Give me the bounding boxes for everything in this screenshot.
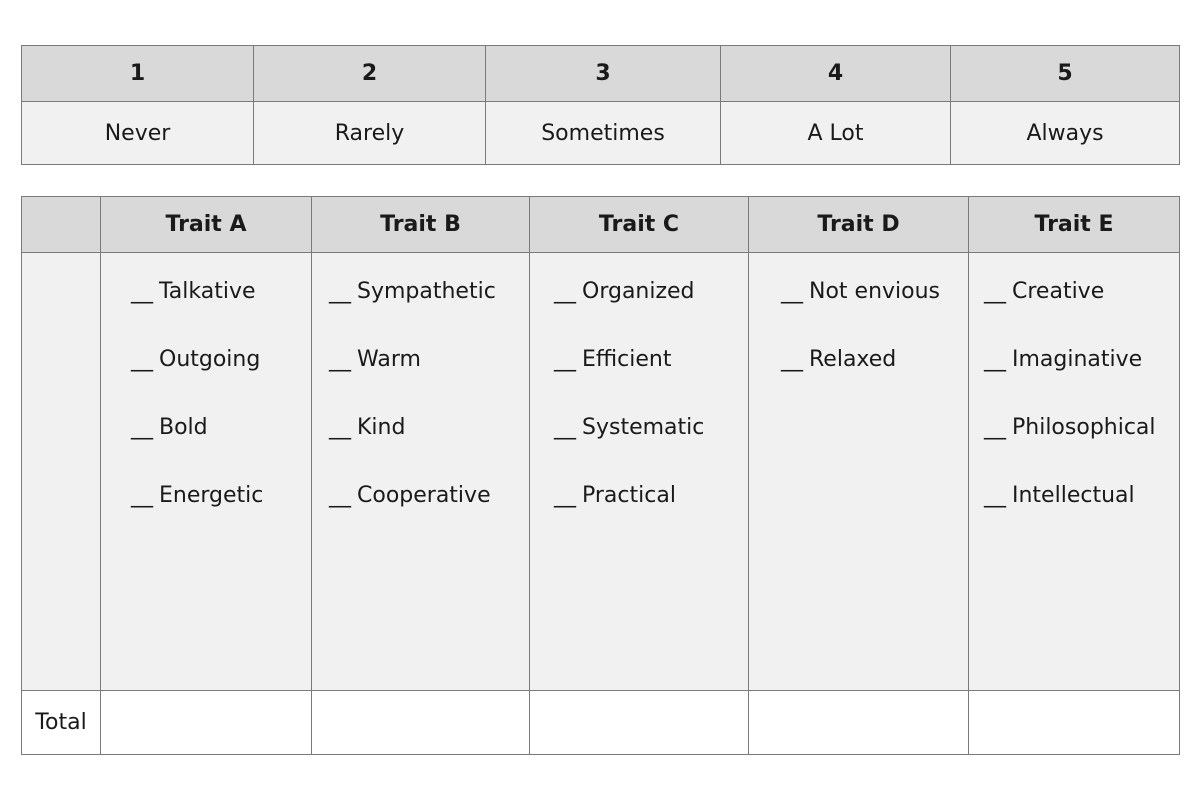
- trait-item: [329, 277, 529, 345]
- trait-item-label: Organized: [582, 279, 695, 304]
- scale-label: Sometimes: [486, 102, 721, 165]
- rating-blank[interactable]: __: [984, 347, 1006, 372]
- trait-item-label: Imaginative: [1012, 347, 1143, 372]
- rating-blank[interactable]: __: [984, 415, 1006, 440]
- trait-item: [554, 413, 748, 481]
- trait-item: [984, 481, 1179, 549]
- scale-label: Always: [951, 102, 1180, 165]
- scale-number: 2: [254, 46, 486, 102]
- rating-blank[interactable]: __: [131, 415, 153, 440]
- trait-item: [984, 277, 1179, 345]
- rating-blank[interactable]: __: [329, 347, 351, 372]
- trait-item-label: Systematic: [582, 415, 705, 440]
- trait-item-label: Kind: [357, 415, 406, 440]
- rating-blank[interactable]: __: [554, 347, 576, 372]
- trait-item-label: Bold: [159, 415, 208, 440]
- trait-item: [131, 277, 311, 345]
- corner-cell: [22, 197, 101, 253]
- total-cell[interactable]: [969, 691, 1180, 755]
- rating-blank[interactable]: __: [131, 347, 153, 372]
- trait-item-label: Creative: [1012, 279, 1105, 304]
- rating-blank[interactable]: __: [781, 347, 803, 372]
- trait-item-list: [101, 253, 311, 549]
- trait-item-label: Efficient: [582, 347, 672, 372]
- total-cell[interactable]: [530, 691, 749, 755]
- rating-blank[interactable]: __: [329, 279, 351, 304]
- rating-scale-table: [21, 45, 1180, 165]
- trait-header: Trait A: [101, 197, 312, 253]
- scale-number: 4: [721, 46, 951, 102]
- scale-label: Never: [22, 102, 254, 165]
- trait-item: [131, 413, 311, 481]
- trait-items-cell: [749, 253, 969, 691]
- rating-blank[interactable]: __: [554, 415, 576, 440]
- rating-blank[interactable]: __: [554, 483, 576, 508]
- scale-label-row: [22, 102, 1180, 165]
- scale-number: 5: [951, 46, 1180, 102]
- trait-item: [131, 345, 311, 413]
- traits-table: [21, 196, 1180, 755]
- trait-header: Trait C: [530, 197, 749, 253]
- trait-item-label: Intellectual: [1012, 483, 1135, 508]
- row-label-cell: [22, 253, 101, 691]
- rating-blank[interactable]: __: [781, 279, 803, 304]
- trait-item-label: Not envious: [809, 279, 941, 304]
- trait-items-cell: [101, 253, 312, 691]
- scale-number-row: [22, 46, 1180, 102]
- trait-item: [131, 481, 311, 549]
- scale-number: 1: [22, 46, 254, 102]
- trait-item: [329, 345, 529, 413]
- totals-row: [22, 691, 1180, 755]
- trait-item-label: Talkative: [159, 279, 256, 304]
- trait-items-cell: [969, 253, 1180, 691]
- trait-item-list: [530, 253, 748, 549]
- trait-item-list: [969, 253, 1179, 549]
- rating-blank[interactable]: __: [329, 415, 351, 440]
- trait-item-label: Practical: [582, 483, 676, 508]
- total-label: Total: [22, 691, 101, 755]
- rating-blank[interactable]: __: [984, 279, 1006, 304]
- rating-blank[interactable]: __: [329, 483, 351, 508]
- trait-item-label: Warm: [357, 347, 421, 372]
- rating-blank[interactable]: __: [554, 279, 576, 304]
- trait-item: [329, 413, 529, 481]
- trait-item: [781, 345, 968, 413]
- scale-label: Rarely: [254, 102, 486, 165]
- trait-header: Trait B: [312, 197, 530, 253]
- total-cell[interactable]: [749, 691, 969, 755]
- traits-items-row: [22, 253, 1180, 691]
- scale-number: 3: [486, 46, 721, 102]
- total-cell[interactable]: [312, 691, 530, 755]
- total-cell[interactable]: [101, 691, 312, 755]
- trait-item-list: [312, 253, 529, 549]
- rating-blank[interactable]: __: [131, 483, 153, 508]
- rating-blank[interactable]: __: [984, 483, 1006, 508]
- trait-header: Trait E: [969, 197, 1180, 253]
- trait-item-label: Relaxed: [809, 347, 897, 372]
- trait-item: [984, 345, 1179, 413]
- trait-items-cell: [530, 253, 749, 691]
- trait-item-label: Philosophical: [1012, 415, 1156, 440]
- trait-item: [781, 277, 968, 345]
- trait-item: [554, 481, 748, 549]
- trait-item-label: Sympathetic: [357, 279, 496, 304]
- trait-item-label: Energetic: [159, 483, 264, 508]
- trait-item-label: Outgoing: [159, 347, 261, 372]
- trait-item: [554, 345, 748, 413]
- trait-item-label: Cooperative: [357, 483, 491, 508]
- trait-header: Trait D: [749, 197, 969, 253]
- scale-label: A Lot: [721, 102, 951, 165]
- trait-item-list: [749, 253, 968, 413]
- rating-blank[interactable]: __: [131, 279, 153, 304]
- trait-item: [984, 413, 1179, 481]
- traits-header-row: [22, 197, 1180, 253]
- trait-item: [329, 481, 529, 549]
- trait-item: [554, 277, 748, 345]
- trait-items-cell: [312, 253, 530, 691]
